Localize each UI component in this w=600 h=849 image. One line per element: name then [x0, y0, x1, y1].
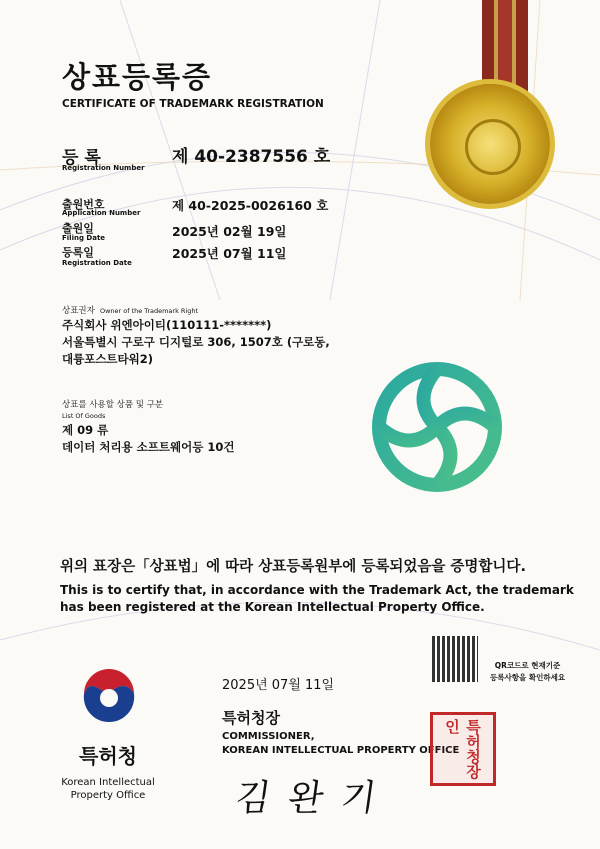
qr-caption-1: QR코드로 현재기준 — [494, 661, 561, 670]
owner-address-1: 서울특별시 구로구 디지털로 306, 1507호 (구로동, — [62, 335, 330, 349]
application-label: 출원번호 — [62, 198, 105, 211]
goods-label: 상표를 사용할 상품 및 구분 — [62, 400, 164, 410]
kipo-name-en — [52, 776, 164, 802]
statement-en-1: This is to certify that, in accordance with the Trademark Act, the trademark — [60, 583, 574, 597]
goods-class: 제 09 류 — [62, 423, 109, 437]
registration-number: 제 40-2387556 호 — [172, 147, 331, 167]
trademark-logo — [370, 360, 504, 494]
commissioner-title: 특허청장 — [222, 709, 280, 727]
registration-label: 등 록 — [62, 148, 101, 168]
filing-label-en: Filing Date — [62, 234, 106, 242]
qr-caption-2: 등록사항을 확인하세요 — [490, 673, 566, 682]
commissioner-en-2: KOREAN INTELLECTUAL PROPERTY OFFICE — [222, 745, 460, 756]
kipo-name-ko: 특허청 — [79, 744, 137, 768]
qr-code[interactable] — [432, 636, 478, 682]
statement-en-2: has been registered at the Korean Intellectual Property Office. — [60, 600, 485, 614]
reg-date-label: 등록일 — [62, 246, 94, 259]
gold-seal — [430, 84, 550, 204]
owner-address-2: 대륭포스트타워2) — [62, 352, 154, 366]
goods-items: 데이터 처리용 소프트웨어등 10건 — [62, 440, 235, 454]
filing-date: 2025년 02월 19일 — [172, 224, 287, 239]
commissioner-en-1: COMMISSIONER, — [222, 731, 315, 742]
official-seal: 특허청장인 — [430, 712, 496, 786]
kipo-emblem-icon — [78, 664, 140, 730]
signature: 김완기 — [232, 778, 397, 819]
commissioner-en — [222, 730, 459, 758]
registration-label-en: Registration Number — [62, 164, 145, 172]
filing-label: 출원일 — [62, 222, 94, 235]
application-label-en: Application Number — [62, 209, 141, 217]
owner-label: 상표권자 — [62, 306, 95, 316]
statement-ko: 위의 표장은「상표법」에 따라 상표등록원부에 등록되었음을 증명합니다. — [60, 559, 526, 575]
goods-label-en: List Of Goods — [62, 412, 106, 420]
goods-section — [62, 398, 234, 456]
issue-date: 2025년 07월 11일 — [222, 678, 335, 693]
owner-name: 주식회사 위엔아이티(110111-*******) — [62, 318, 272, 332]
page-title: 상표등록증 — [62, 60, 213, 94]
application-number: 제 40-2025-0026160 호 — [172, 198, 329, 213]
kipo-name-en-1: Korean Intellectual — [61, 777, 155, 788]
registration-date: 2025년 07월 11일 — [172, 246, 287, 261]
page-subtitle: CERTIFICATE OF TRADEMARK REGISTRATION — [62, 98, 324, 110]
qr-caption — [490, 660, 565, 684]
reg-date-label-en: Registration Date — [62, 259, 132, 267]
owner-section — [62, 298, 330, 368]
statement-en — [60, 582, 574, 616]
kipo-name-en-2: Property Office — [70, 790, 146, 801]
owner-label-en: Owner of the Trademark Right — [99, 307, 199, 315]
